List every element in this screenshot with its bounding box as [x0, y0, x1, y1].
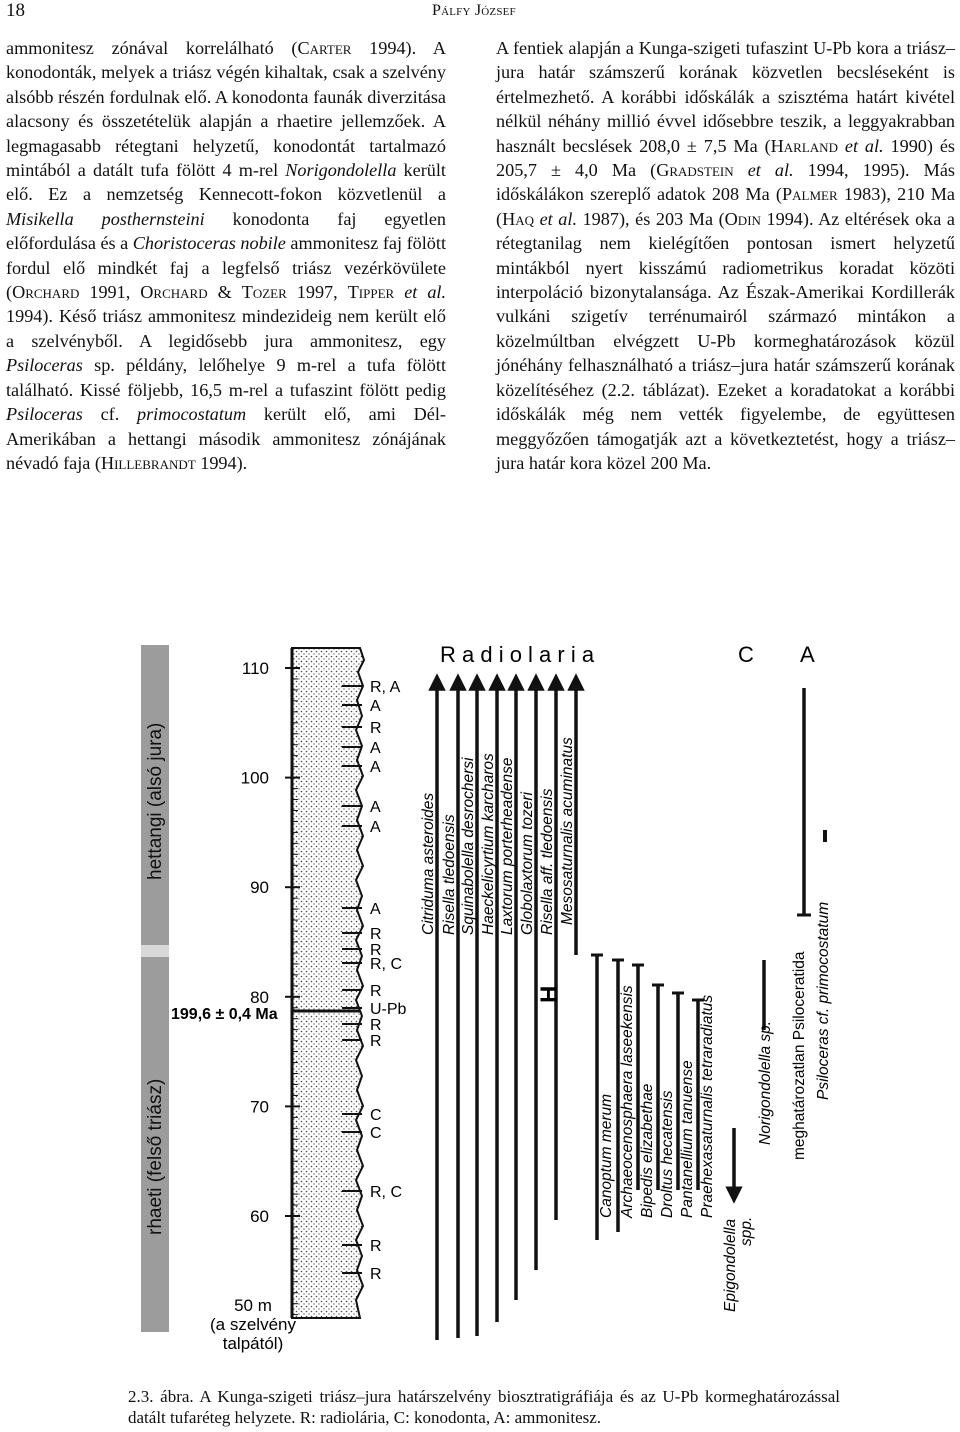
sample-label: A	[370, 698, 381, 715]
scale-label: 90	[250, 878, 269, 898]
base-label	[210, 1296, 296, 1353]
conodont-taxon-label: Norigondolella sp.	[757, 1020, 774, 1145]
radiolaria-taxon-label: Risella aff. tledoensis	[539, 788, 556, 935]
sample-label: R	[370, 1033, 382, 1050]
text-run: Orchard	[140, 282, 208, 303]
sample-label: C	[370, 1107, 382, 1124]
text-run: et al.	[539, 208, 577, 229]
text-run: Haq	[502, 208, 534, 229]
text-run: Tozer	[241, 282, 287, 303]
text-run: 1983), 210 Ma (	[496, 184, 955, 229]
ammonite-taxon-label: meghatározatlan Psiloceratida	[791, 951, 808, 1160]
radiolaria-taxon-label: Haeckelicyrtium karcharos	[480, 753, 497, 935]
lithologic-column	[292, 648, 364, 1318]
sample-label: R	[370, 1266, 382, 1283]
ammonitesz-header: A	[800, 642, 815, 667]
text-run: Odin	[724, 208, 761, 229]
sample-label: U-Pb	[370, 1001, 407, 1018]
text-run: 1994). Késő triász ammonitesz mindezideig nem került elő a szelvényből. A legidősebb jura ammonitesz, egy	[6, 306, 446, 351]
text-run: primocostatum	[137, 404, 247, 425]
text-run: Norigondolella	[285, 160, 397, 181]
text-run: konodonta faj egyetlen előfordulása és a	[6, 208, 446, 254]
base-label-line-2: (a szelvény	[210, 1315, 296, 1334]
radiolaria-taxon-label: Laxtorum porterheadense	[499, 757, 516, 935]
page-number: 18	[6, 0, 25, 21]
text-run: 1987), és 203 Ma (	[577, 208, 725, 229]
radiolaria-taxon-label: Citriduma asteroides	[420, 792, 437, 935]
scale-label: 60	[250, 1207, 269, 1226]
text-run: et al.	[844, 135, 884, 156]
text-run: Carter	[297, 38, 352, 58]
text-run: Choristoceras nobile	[132, 233, 286, 254]
taxon-labels	[420, 737, 832, 1312]
radiolaria-taxon-label: Risella tledoensis	[441, 814, 458, 935]
text-run: 1994).	[195, 452, 248, 473]
text-run: Palmer	[782, 184, 838, 205]
text-run: sp. példány, lelőhelye 9 m-rel a tufa fölött található. Kissé följebb, 16,5 m-rel a tufaszint fölött pedig	[6, 355, 446, 400]
sample-label: C	[370, 1125, 382, 1142]
range-chart-header	[440, 642, 815, 667]
text-run: ammonitesz zónával korrelálható (	[6, 38, 298, 58]
radiolaria-taxon-label: Globolaxtorum tozeri	[519, 791, 536, 935]
radiolaria-taxon-label: Bipedis elizabethae	[639, 1083, 656, 1218]
base-label-line-1: 50 m	[234, 1296, 272, 1315]
radiolaria-taxon-label: Praehexasaturnalis tetraradiatus	[699, 994, 716, 1218]
running-head: Pálfy József	[432, 2, 516, 19]
stage-column	[141, 645, 169, 1332]
conodont-taxon-label: Epigondolella	[722, 1218, 739, 1312]
text-run: Gradstein	[656, 160, 734, 181]
text-run: Harland	[770, 135, 838, 156]
conodonta-header: C	[738, 642, 754, 667]
base-label-line-3: talpától)	[222, 1334, 284, 1353]
text-run: 1990) és 205,7 ± 4,0 Ma (	[496, 135, 956, 181]
sample-label: R	[370, 720, 382, 737]
sample-label: R, A	[370, 679, 401, 696]
sample-label: R	[370, 942, 382, 959]
text-run: Psiloceras	[6, 404, 83, 425]
text-run: et al.	[404, 282, 447, 303]
radiolaria-taxon-label: Pantanellium tanuense	[679, 1060, 696, 1218]
h-marker: H	[536, 985, 563, 1003]
text-run: ammonitesz faj fölött fordul elő mindkét faj a legfelső triász vezérkövülete (	[6, 233, 447, 303]
radiolaria-taxon-label: Mesosaturnalis acuminatus	[559, 737, 576, 925]
scale-label: 80	[250, 987, 269, 1007]
conodont-taxon-label: spp.	[738, 1216, 755, 1246]
text-run: Psiloceras	[6, 355, 83, 376]
scale-label: 100	[240, 768, 269, 788]
sample-label: A	[370, 740, 381, 757]
sample-label: A	[370, 819, 381, 836]
text-run: Orchard	[12, 282, 80, 303]
text-run: 1991,	[79, 282, 141, 303]
radiolaria-taxon-label: Archaeocenosphaera laseekensis	[619, 985, 636, 1218]
sample-label: R, C	[370, 1184, 402, 1201]
text-run: 1997,	[286, 282, 348, 303]
sample-label: R	[370, 983, 382, 1000]
text-run: A fentiek alapján a Kunga-szigeti tufaszint U-Pb kora a triász–jura határ számszerű korának közvetlen becsléseként is értelmezhető. A korábbi időskálák a szisztéma határt kivétel nélkül néhány millió évvel idősebbre teszik, a leggyakrabban használt becslések 208,0 ± 7,5 Ma (	[496, 38, 955, 156]
scale-label: 110	[241, 659, 269, 678]
text-run: Tipper	[347, 282, 395, 303]
text-run: cf.	[82, 404, 138, 425]
scale-label: 70	[250, 1097, 269, 1117]
radiolaria-taxon-label: Droltus hecatensis	[659, 1090, 676, 1218]
text-run: 1994, 1995). Más időskálákon szereplő adatok 208 Ma (	[496, 160, 955, 205]
text-run: került elő. Ez a nemzetség Kennecott-fokon közvetlenül a	[6, 160, 446, 205]
text-run: Misikella posthernsteini	[6, 208, 205, 229]
radiolaria-taxon-label: Squinabolella desrochersi	[460, 757, 477, 935]
stage-lower-label: rhaeti (felső triász)	[145, 1078, 166, 1235]
sample-label: R	[370, 1017, 382, 1034]
text-run: et al.	[747, 160, 794, 181]
text-run: &	[207, 282, 242, 303]
sample-label: A	[370, 799, 381, 816]
text-run: Hillebrandt	[100, 452, 196, 473]
boundary-band	[141, 945, 169, 957]
text-run: 1994). A konodonták, melyek a triász végén kihaltak, csak a szelvény alsóbb részén fordulnak elő. A konodonta faunák diverzitása alacsony és összetételük alapján a rhaetire jellemzőek. A legmagasabb rétegtani helyzetű, konodontát tartalmazó mintából a datált tufa fölött 4 m-rel	[6, 38, 447, 181]
sample-label: A	[370, 901, 381, 918]
radiolaria-taxon-label: Canoptum merum	[598, 1093, 615, 1218]
sample-label: A	[370, 759, 381, 776]
text-run: 1994). Az eltérések oka a rétegtanilag nem kielégítően pontosan ismert helyzetű mintákból nyert kisszámú radiometrikus koradat közöti interpoláció bizonytalansága. Az Észak-Amerikai Kordillerák vulkáni szigetív terrénumairól származó mintákon a közelmúltban elvégzett U-Pb kormeghatározások közül jónéhány felhasználható a triász–jura határ számszerű korának közelítéséhez (2.2. táblázat). Ezeket a koradatokat a korábbi időskálák még nem vették figyelembe, de együttesen meggyőzően támogatják azt a következtetést, hogy a triász–jura határ kora közel 200 Ma.	[496, 208, 956, 473]
radiolaria-header: R a d i o l a r i a	[440, 642, 595, 667]
sample-label: R	[370, 1238, 382, 1255]
stage-upper-label: hettangi (alsó jura)	[145, 722, 166, 880]
figure-caption: 2.3. ábra. A Kunga-szigeti triász–jura határszelvény biosztratigráfiája és az U-Pb kormeghatározással datált tufaréteg helyzete. R: radiolária, C: konodonta, A: ammonitesz.	[128, 1387, 840, 1427]
sample-label: R, C	[370, 956, 402, 973]
text-run: került elő, ami Dél-Amerikában a hettangi második ammonitesz zónájának névadó faja (	[6, 404, 446, 473]
sample-label: R	[370, 926, 382, 943]
tuff-age-label: 199,6 ± 0,4 Ma	[171, 1006, 278, 1023]
ammonite-taxon-label: Psiloceras cf. primocostatum	[815, 901, 832, 1100]
